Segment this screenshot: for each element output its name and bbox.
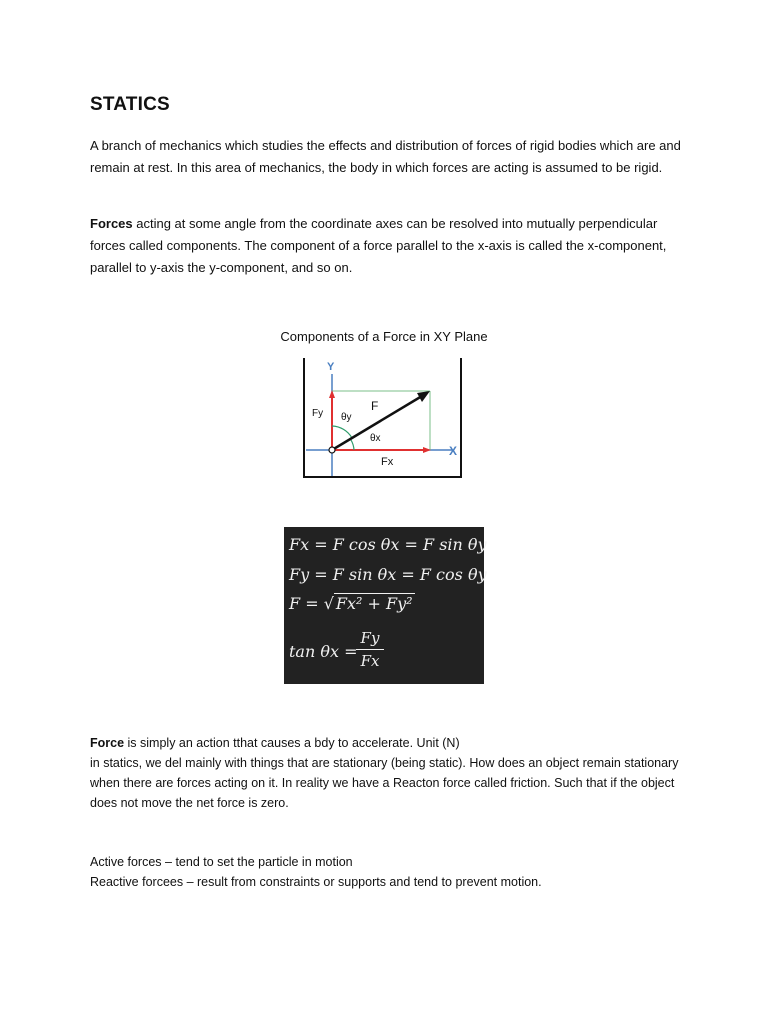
formula-magnitude-lhs: F = <box>289 594 324 613</box>
formula-tan-lhs: tan θx = <box>289 642 358 661</box>
force-definition-rest: in statics, we del mainly with things that are stationary (being static). How does an object remain stationary when there are forces acting on it. In reality we have a Reacton force called friction. Such that if the object does not move the net force is zero. <box>90 756 679 810</box>
reactive-forces-line: Reactive forcees – result from constraints or supports and tend to prevent motion. <box>90 875 542 889</box>
formula-tan-fraction <box>356 629 384 670</box>
label-f: F <box>371 399 379 413</box>
label-theta-x: θx <box>370 433 381 444</box>
force-diagram <box>302 358 464 480</box>
formula-box <box>284 527 487 684</box>
forces-text: acting at some angle from the coordinate axes can be resolved into mutually perpendicular forces called components. The component of a force parallel to the x-axis is called the x-component, parallel to y-axis the y-component, and so on. <box>90 216 667 275</box>
forces-term: Forces <box>90 216 133 231</box>
label-theta-y: θy <box>341 412 352 423</box>
force-definition-line1: is simply an action tthat causes a bdy to accelerate. Unit (N) <box>124 736 460 750</box>
forces-paragraph <box>90 213 690 279</box>
intro-paragraph: A branch of mechanics which studies the effects and distribution of forces of rigid bodies which are and remain at rest. In this area of mechanics, the body in which forces are acting is assumed to be rigid. <box>90 138 681 175</box>
formula-fy: Fy = F sin θx = F cos θy <box>289 565 487 584</box>
formula-tan-denominator: Fx <box>360 652 380 670</box>
formula-magnitude-radicand: Fx² + Fy² <box>335 594 413 613</box>
label-x: X <box>449 444 458 458</box>
label-y: Y <box>327 361 335 373</box>
force-definition-paragraph <box>90 733 690 813</box>
active-forces-line: Active forces – tend to set the particle in motion <box>90 855 353 869</box>
label-fy: Fy <box>312 408 324 419</box>
formula-magnitude: F = √ Fx² + Fy² <box>289 594 413 613</box>
label-fx: Fx <box>381 456 394 468</box>
figure-caption: Components of a Force in XY Plane <box>280 329 488 344</box>
formula-fx: Fx = F cos θx = F sin θy <box>289 535 487 554</box>
force-term: Force <box>90 736 125 750</box>
force-types-paragraph <box>90 852 690 892</box>
formula-tan-numerator: Fy <box>360 629 380 647</box>
page-title: STATICS <box>90 94 170 115</box>
